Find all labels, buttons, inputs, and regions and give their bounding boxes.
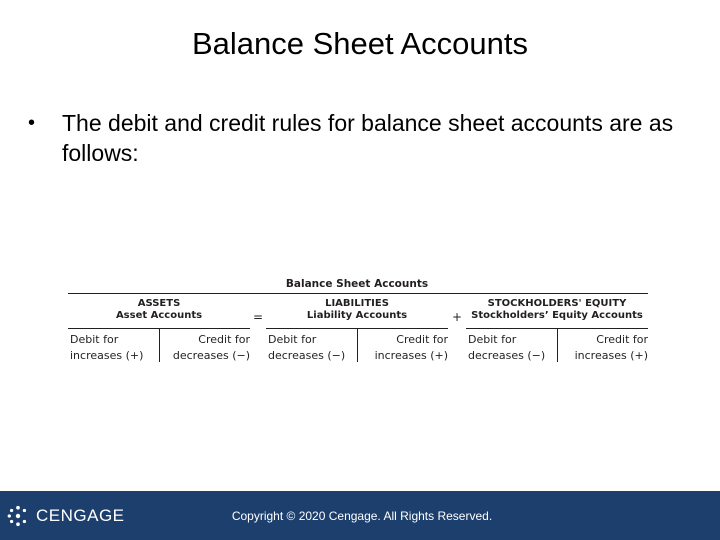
assets-group (68, 298, 250, 322)
cengage-logo-icon (6, 505, 30, 527)
liabilities-debit-label: Debit for decreases (−) (268, 333, 346, 362)
assets-debit-label: Debit for increases (+) (70, 333, 144, 362)
equity-t-stem (557, 328, 558, 362)
liabilities-t-stem (357, 328, 358, 362)
balance-sheet-figure (66, 276, 648, 366)
bullet-text: The debit and credit rules for balance sheet accounts are as follows: (62, 110, 674, 166)
assets-subheading: Asset Accounts (115, 310, 203, 321)
equity-subheading: Stockholders’ Equity Accounts (471, 310, 643, 321)
equity-heading: STOCKHOLDERS' EQUITY (487, 298, 627, 309)
equals-operator: = (252, 310, 264, 324)
liabilities-credit-label: Credit for increases (+) (374, 333, 448, 362)
bullet-dot: • (28, 112, 36, 134)
assets-credit-label: Credit for decreases (−) (172, 333, 250, 362)
logo-wordmark: CENGAGE (36, 506, 125, 525)
footer-bar (0, 491, 720, 540)
liabilities-group (266, 298, 448, 322)
assets-t-stem (159, 328, 160, 362)
liabilities-heading: LIABILITIES (325, 298, 389, 309)
figure-top-rule (68, 293, 648, 294)
assets-heading: ASSETS (137, 298, 181, 309)
figure-caption: Balance Sheet Accounts (285, 278, 429, 290)
copyright-text: Copyright © 2020 Cengage. All Rights Reserved. (231, 509, 493, 523)
liabilities-subheading: Liability Accounts (306, 310, 408, 321)
equity-credit-label: Credit for increases (+) (574, 333, 648, 362)
slide-title: Balance Sheet Accounts (191, 26, 529, 61)
equity-group (466, 298, 648, 322)
equity-debit-label: Debit for decreases (−) (468, 333, 546, 362)
plus-operator: + (451, 310, 463, 324)
